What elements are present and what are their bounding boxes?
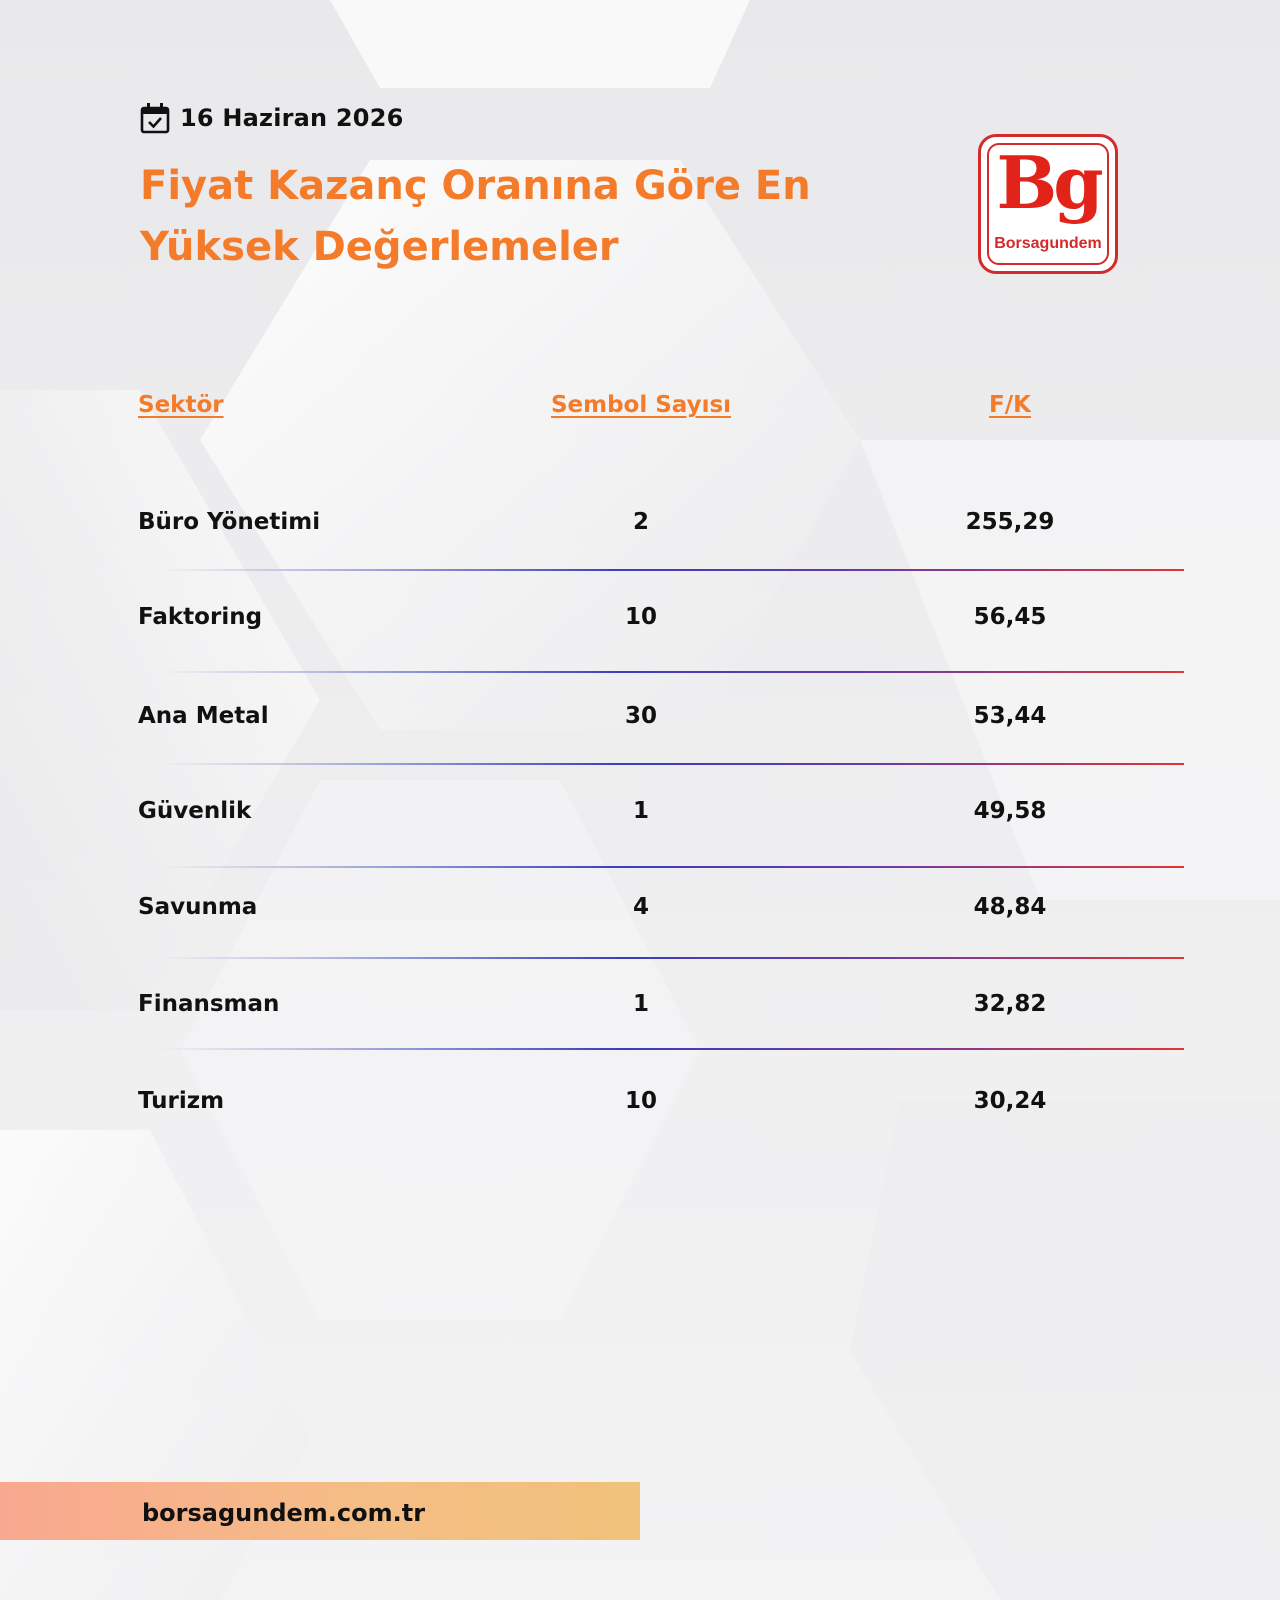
date-text: 16 Haziran 2026 bbox=[180, 104, 404, 132]
sector-cell: Turizm bbox=[138, 1088, 225, 1114]
pe-cell: 255,29 bbox=[965, 509, 1055, 535]
table-row bbox=[0, 1081, 1280, 1121]
row-divider bbox=[160, 763, 1184, 765]
borsagundem-logo bbox=[978, 134, 1118, 274]
sector-cell: Savunma bbox=[138, 894, 258, 920]
symbol-count-cell: 4 bbox=[632, 894, 649, 920]
pe-cell: 32,82 bbox=[973, 991, 1047, 1017]
table-row bbox=[0, 502, 1280, 542]
pe-cell: 48,84 bbox=[973, 894, 1047, 920]
symbol-count-cell: 10 bbox=[624, 604, 657, 630]
symbol-count-cell: 2 bbox=[632, 509, 649, 535]
date-row bbox=[140, 102, 404, 134]
symbol-count-cell: 10 bbox=[624, 1088, 657, 1114]
calendar-check-icon bbox=[140, 102, 170, 134]
column-header-pe: F/K bbox=[989, 392, 1031, 418]
logo-name: Borsagundem bbox=[994, 235, 1102, 252]
pe-cell: 53,44 bbox=[973, 703, 1047, 729]
symbol-count-cell: 1 bbox=[632, 991, 649, 1017]
sector-cell: Faktoring bbox=[138, 604, 263, 630]
pe-cell: 49,58 bbox=[973, 798, 1047, 824]
sector-cell: Büro Yönetimi bbox=[138, 509, 321, 535]
row-divider bbox=[160, 957, 1184, 959]
table-row bbox=[0, 597, 1280, 637]
table-row bbox=[0, 887, 1280, 927]
row-divider bbox=[160, 1048, 1184, 1050]
row-divider bbox=[160, 866, 1184, 868]
column-header-symbol-count: Sembol Sayısı bbox=[550, 392, 732, 418]
table-row bbox=[0, 984, 1280, 1024]
row-divider bbox=[160, 671, 1184, 673]
table-row bbox=[0, 696, 1280, 736]
table-row bbox=[0, 791, 1280, 831]
footer-website-link[interactable]: borsagundem.com.tr bbox=[142, 1499, 426, 1527]
logo-mark: Bg bbox=[996, 140, 1100, 225]
page-title: Fiyat Kazanç Oranına Göre En Yüksek Değerlemeler bbox=[140, 163, 811, 270]
sector-cell: Finansman bbox=[138, 991, 280, 1017]
symbol-count-cell: 1 bbox=[632, 798, 649, 824]
pe-cell: 30,24 bbox=[973, 1088, 1047, 1114]
sector-cell: Güvenlik bbox=[138, 798, 252, 824]
row-divider bbox=[160, 569, 1184, 571]
sector-cell: Ana Metal bbox=[138, 703, 269, 729]
symbol-count-cell: 30 bbox=[624, 703, 657, 729]
pe-cell: 56,45 bbox=[973, 604, 1047, 630]
column-header-sector: Sektör bbox=[138, 392, 224, 418]
